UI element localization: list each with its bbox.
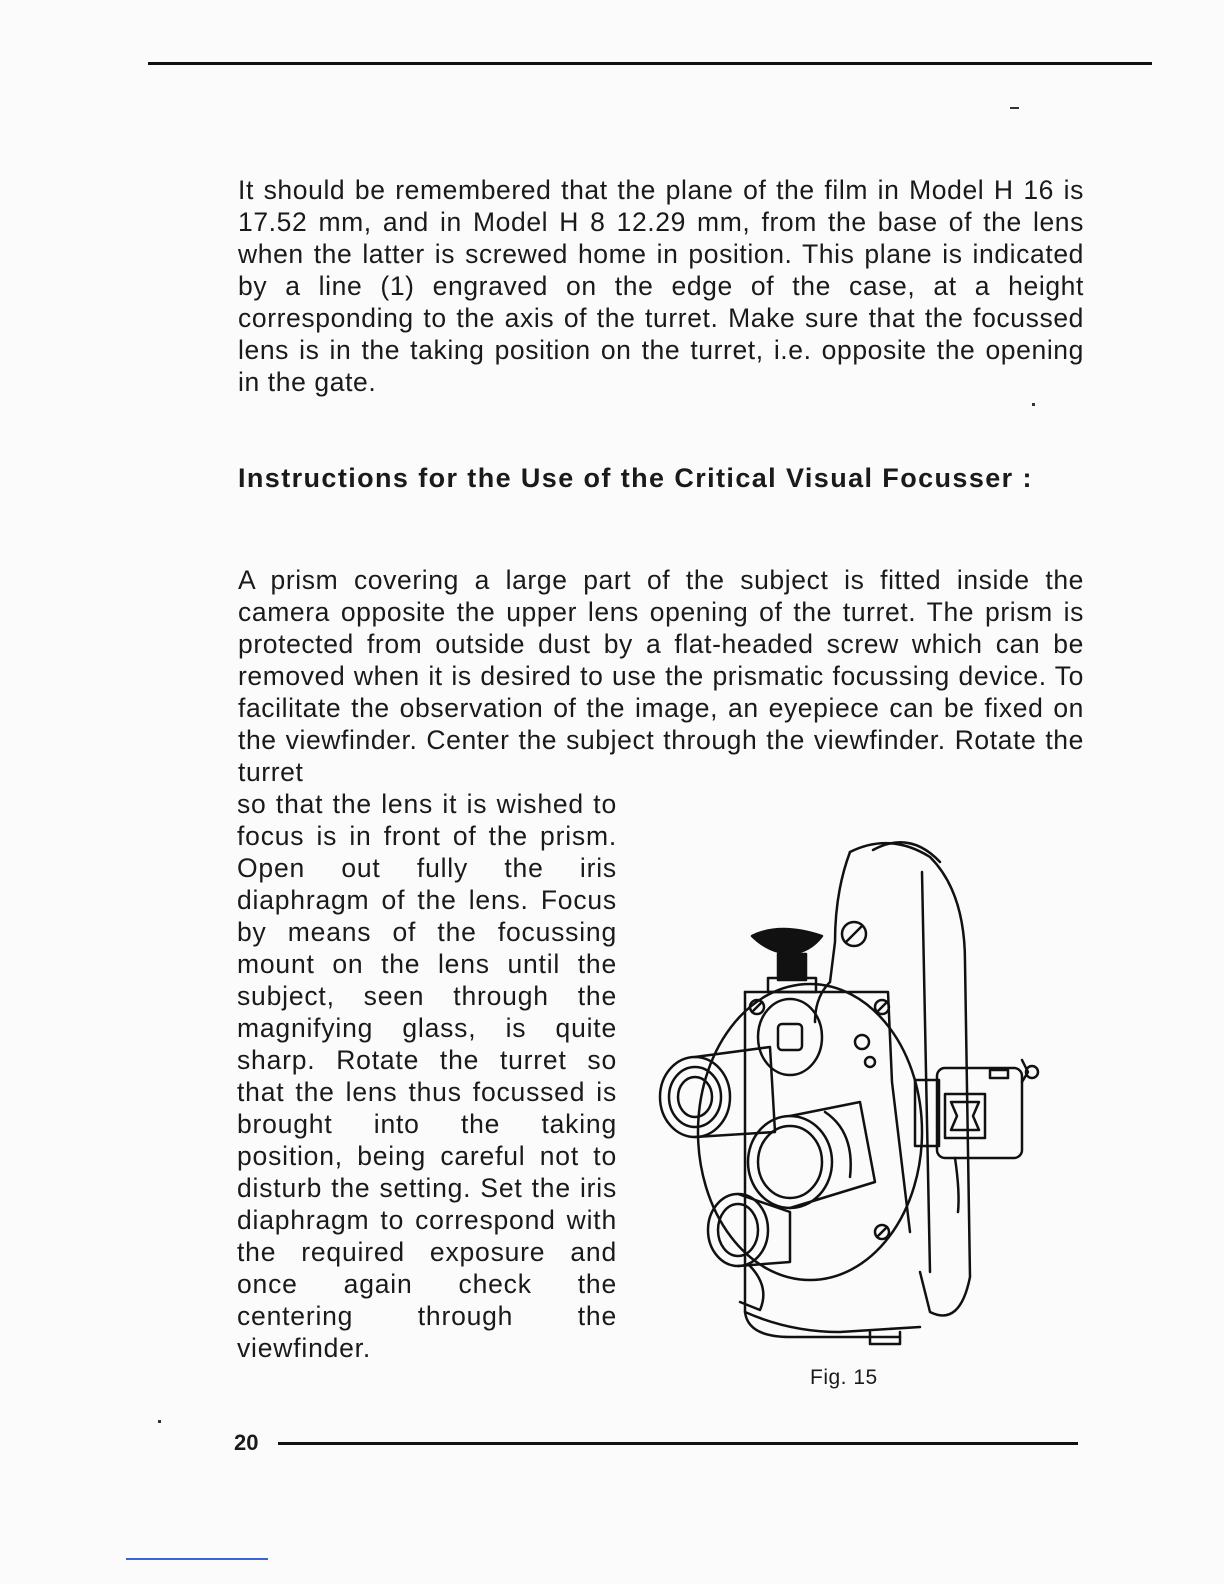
camera-illustration-icon [640,832,1060,1347]
camera-figure [640,832,1060,1347]
figure-caption: Fig. 15 [810,1366,878,1389]
scan-speck [1032,403,1035,406]
section-heading: Instructions for the Use of the Critical Visual Focusser : [238,463,1033,493]
bottom-rule [278,1442,1078,1445]
scan-speck [1010,107,1019,109]
page-number: 20 [234,1430,259,1455]
top-rule [148,62,1152,65]
scan-edge-line [126,1558,268,1560]
procedure-paragraph: so that the lens it is wished to focus is in front of the prism. Open out fully the iris diaphragm of the lens. Focus by means of the focussing mount on the lens until the subject, seen through the magnifying glass, is quite sharp. Rotate the turret so that the lens thus focussed is brought into the taking position, being careful not to disturb the setting. Set the iris diaphragm to correspond with the required exposure and once again check the centering through the viewfinder. [237,789,617,1363]
prism-paragraph: A prism covering a large part of the subject is fitted inside the camera opposite the upper lens opening of the turret. The prism is protected from outside dust by a flat-headed screw which can be removed when it is desired to use the prismatic focussing device. To facilitate the observation of the image, an eyepiece can be fixed on the viewfinder. Center the subject through the viewfinder. Rotate the turret [238,565,1084,787]
scan-speck [158,1420,161,1423]
intro-paragraph: It should be remembered that the plane of the film in Model H 16 is 17.52 mm, and in Model H 8 12.29 mm, from the base of the lens when the latter is screwed home in position. This plane is indicated by a line (1) engraved on the edge of the case, at a height corresponding to the axis of the turret. Make sure that the focussed lens is in the taking position on the turret, i.e. opposite the opening in the gate. [238,175,1084,397]
